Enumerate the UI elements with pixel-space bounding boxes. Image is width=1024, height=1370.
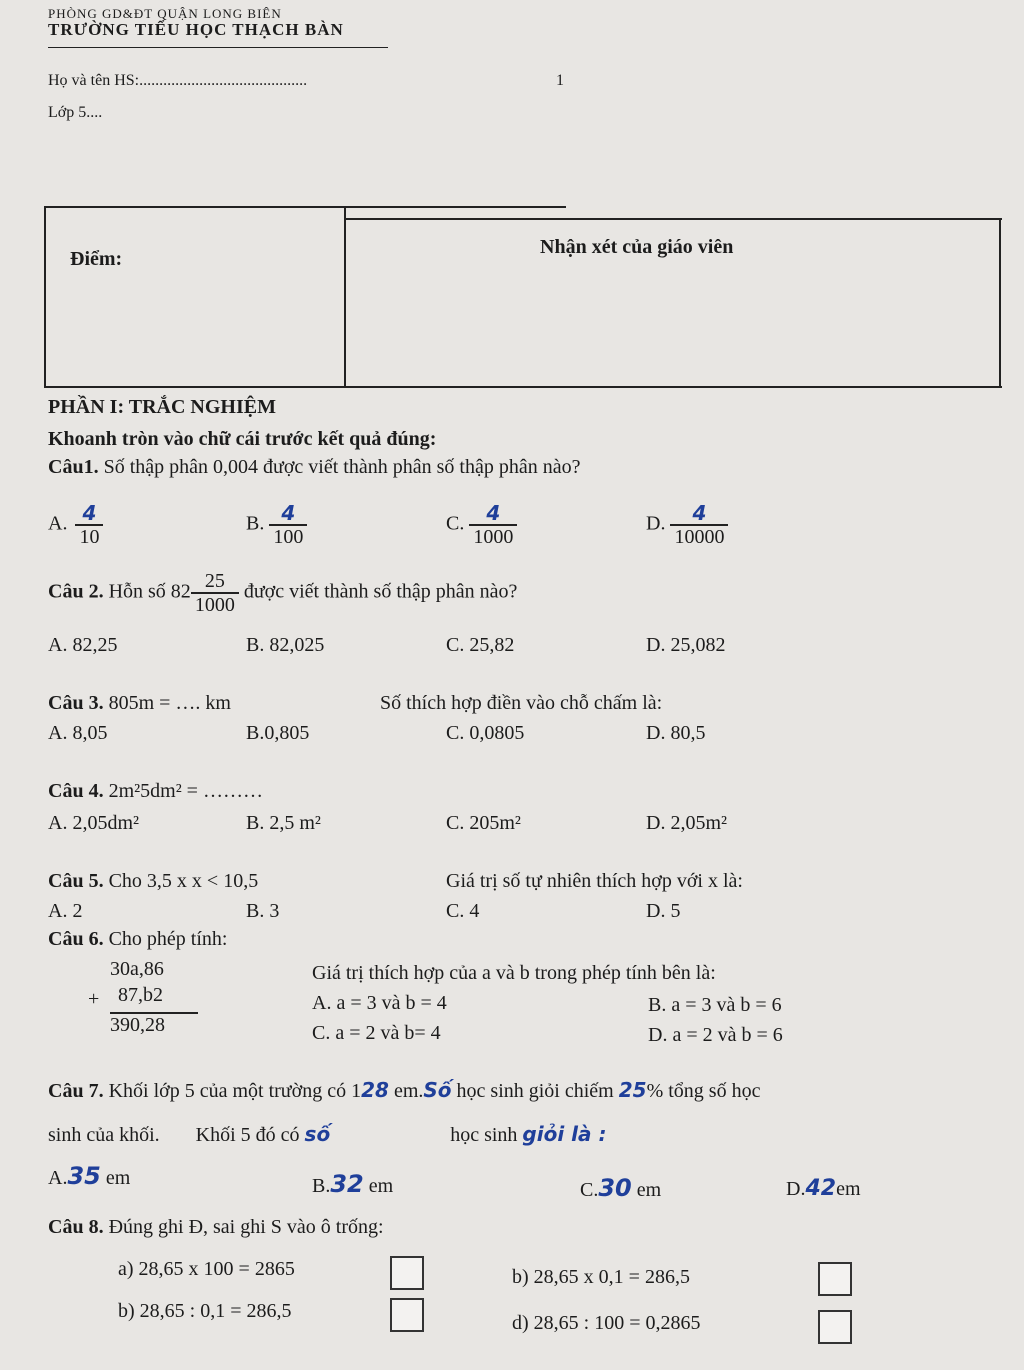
q5-option-c[interactable]: C. 4: [446, 900, 480, 922]
department-name: PHÒNG GD&ĐT QUẬN LONG BIÊN: [48, 6, 282, 21]
q5-text: Cho 3,5 x x < 10,5: [108, 870, 259, 892]
q3-label: Câu 3.: [48, 692, 104, 714]
q7-hand-count: 28: [361, 1078, 389, 1102]
q2-text-after: được viết thành số thập phân nào?: [243, 580, 518, 603]
q7-hand-so2: số: [304, 1122, 331, 1146]
q7-line2-a: sinh của khối.: [48, 1124, 160, 1146]
class-field: Lớp 5....: [48, 104, 103, 121]
q5-option-a[interactable]: A. 2: [48, 900, 83, 922]
q7-option-a-letter: A.: [48, 1167, 68, 1189]
q2-stem: [48, 570, 517, 616]
q1-option-c-den: 1000: [469, 524, 517, 548]
q8-item-b: b) 28,65 x 0,1 = 286,5: [512, 1266, 690, 1288]
q6-option-a[interactable]: A. a = 3 và b = 4: [312, 992, 447, 1014]
header-underline: [48, 47, 388, 48]
q2-label: Câu 2.: [48, 580, 104, 603]
q6-addend1: 30a,86: [110, 958, 164, 980]
q3-text: 805m = …. km: [108, 692, 231, 714]
q7-line2-c: học sinh: [450, 1124, 518, 1146]
q7-option-b[interactable]: [312, 1170, 393, 1198]
q7-line1: [48, 1078, 760, 1103]
q7-line1-d: % tổng số học: [646, 1080, 761, 1102]
q7-hand-percent: 25: [618, 1078, 647, 1102]
q1-option-a-num: 4: [82, 501, 97, 525]
part1-instruction: Khoanh tròn vào chữ cái trước kết quả đúng:: [48, 428, 437, 450]
q8-stem: [48, 1216, 384, 1239]
q2-frac-num: 25: [204, 570, 225, 592]
student-name-field: Họ và tên HS:..........................................: [48, 72, 308, 89]
q7-option-b-letter: B.: [312, 1175, 331, 1197]
q6-sum: 390,28: [110, 1014, 165, 1036]
q4-option-b[interactable]: B. 2,5 m²: [246, 812, 321, 834]
q7-option-d[interactable]: [786, 1176, 861, 1201]
q8-item-a-box[interactable]: [390, 1256, 424, 1290]
q6-prompt: Giá trị thích hợp của a và b trong phép tính bên là:: [312, 962, 716, 984]
q7-hand-so: Số: [423, 1078, 452, 1102]
q1-option-c-letter: C.: [446, 512, 465, 535]
q5-option-b[interactable]: B. 3: [246, 900, 280, 922]
q1-option-b-den: 100: [269, 524, 307, 548]
q8-item-c: b) 28,65 : 0,1 = 286,5: [118, 1300, 292, 1322]
q7-line2: [48, 1122, 606, 1147]
q8-item-d: d) 28,65 : 100 = 0,2865: [512, 1312, 701, 1334]
q2-option-d[interactable]: D. 25,082: [646, 634, 726, 656]
q1-text: Số thập phân 0,004 được viết thành phân số thập phân nào?: [103, 456, 581, 478]
q7-label: Câu 7.: [48, 1080, 104, 1102]
q6-label: Câu 6.: [48, 928, 104, 950]
q7-option-d-letter: D.: [786, 1178, 806, 1200]
q7-option-a-unit: em: [105, 1167, 131, 1189]
q2-option-a[interactable]: A. 82,25: [48, 634, 118, 656]
q5-stem: [48, 870, 258, 893]
q7-option-a-value: 35: [67, 1162, 101, 1190]
q6-option-b[interactable]: B. a = 3 và b = 6: [648, 994, 782, 1016]
q3-option-a[interactable]: A. 8,05: [48, 722, 108, 744]
q1-label: Câu1.: [48, 456, 99, 478]
q7-option-c[interactable]: [580, 1174, 661, 1202]
q4-stem: [48, 780, 263, 803]
q2-frac-den: 1000: [191, 592, 239, 616]
q3-prompt: Số thích hợp điền vào chỗ chấm là:: [380, 692, 663, 714]
q1-option-c-num: 4: [486, 501, 501, 525]
q7-option-b-unit: em: [368, 1175, 394, 1197]
score-label: Điểm:: [70, 248, 123, 270]
q3-option-d[interactable]: D. 80,5: [646, 722, 706, 744]
q6-addend2: 87,b2: [118, 984, 163, 1006]
school-name: TRƯỜNG TIỂU HỌC THẠCH BÀN: [48, 20, 344, 39]
q1-option-a-letter: A.: [48, 512, 68, 535]
q2-option-c[interactable]: C. 25,82: [446, 634, 515, 656]
teacher-comment-label: Nhận xét của giáo viên: [540, 236, 734, 258]
q3-option-c[interactable]: C. 0,0805: [446, 722, 525, 744]
q5-label: Câu 5.: [48, 870, 104, 892]
q1-option-a-den: 10: [75, 524, 103, 548]
q2-option-b[interactable]: B. 82,025: [246, 634, 325, 656]
q7-option-c-value: 30: [598, 1174, 632, 1202]
q4-option-c[interactable]: C. 205m²: [446, 812, 521, 834]
q7-option-d-value: 42: [805, 1176, 837, 1201]
q8-label: Câu 8.: [48, 1216, 104, 1238]
q1-option-d-letter: D.: [646, 512, 666, 535]
q1-option-b[interactable]: [246, 502, 307, 548]
part1-title: PHẦN I: TRẮC NGHIỆM: [48, 396, 276, 418]
q4-option-a[interactable]: A. 2,05dm²: [48, 812, 139, 834]
q7-option-a[interactable]: [48, 1162, 130, 1190]
q8-item-c-box[interactable]: [390, 1298, 424, 1332]
q3-stem: [48, 692, 231, 715]
q7-line1-a: Khối lớp 5 của một trường có 1: [108, 1080, 362, 1102]
page-mark: 1: [556, 72, 564, 89]
q4-text: 2m²5dm² = ………: [108, 780, 263, 802]
q6-option-d[interactable]: D. a = 2 và b = 6: [648, 1024, 783, 1046]
q7-line2-b: Khối 5 đó có: [195, 1124, 300, 1146]
q7-option-c-letter: C.: [580, 1179, 599, 1201]
q7-option-b-value: 32: [330, 1170, 364, 1198]
q1-option-b-num: 4: [281, 501, 296, 525]
q8-text: Đúng ghi Đ, sai ghi S vào ô trống:: [108, 1216, 384, 1238]
q8-item-d-box[interactable]: [818, 1310, 852, 1344]
q1-option-d[interactable]: [646, 502, 728, 548]
q3-option-b[interactable]: B.0,805: [246, 722, 310, 744]
q8-item-b-box[interactable]: [818, 1262, 852, 1296]
q2-text-before: Hỗn số 82: [108, 580, 191, 603]
q4-label: Câu 4.: [48, 780, 104, 802]
q7-option-c-unit: em: [636, 1179, 662, 1201]
q5-prompt: Giá trị số tự nhiên thích hợp với x là:: [446, 870, 743, 892]
q6-option-c[interactable]: C. a = 2 và b= 4: [312, 1022, 441, 1044]
q7-hand-gioi: giỏi là :: [522, 1122, 607, 1146]
q6-text: Cho phép tính:: [108, 928, 228, 950]
q5-option-d[interactable]: D. 5: [646, 900, 681, 922]
q1-option-c[interactable]: [446, 502, 517, 548]
q7-line1-b: em.: [393, 1080, 424, 1102]
q6-plus-sign: +: [88, 988, 100, 1010]
score-table: [44, 206, 1002, 388]
q1-option-b-letter: B.: [246, 512, 265, 535]
q7-line1-c: học sinh giỏi chiếm: [456, 1080, 614, 1102]
q1-stem: [48, 456, 580, 479]
q1-option-d-num: 4: [692, 501, 707, 525]
q6-stem: [48, 928, 227, 951]
q1-option-a[interactable]: [48, 502, 106, 548]
q7-option-d-unit: em: [836, 1178, 861, 1200]
q4-option-d[interactable]: D. 2,05m²: [646, 812, 727, 834]
q1-option-d-den: 10000: [670, 524, 728, 548]
q8-item-a: a) 28,65 x 100 = 2865: [118, 1258, 295, 1280]
